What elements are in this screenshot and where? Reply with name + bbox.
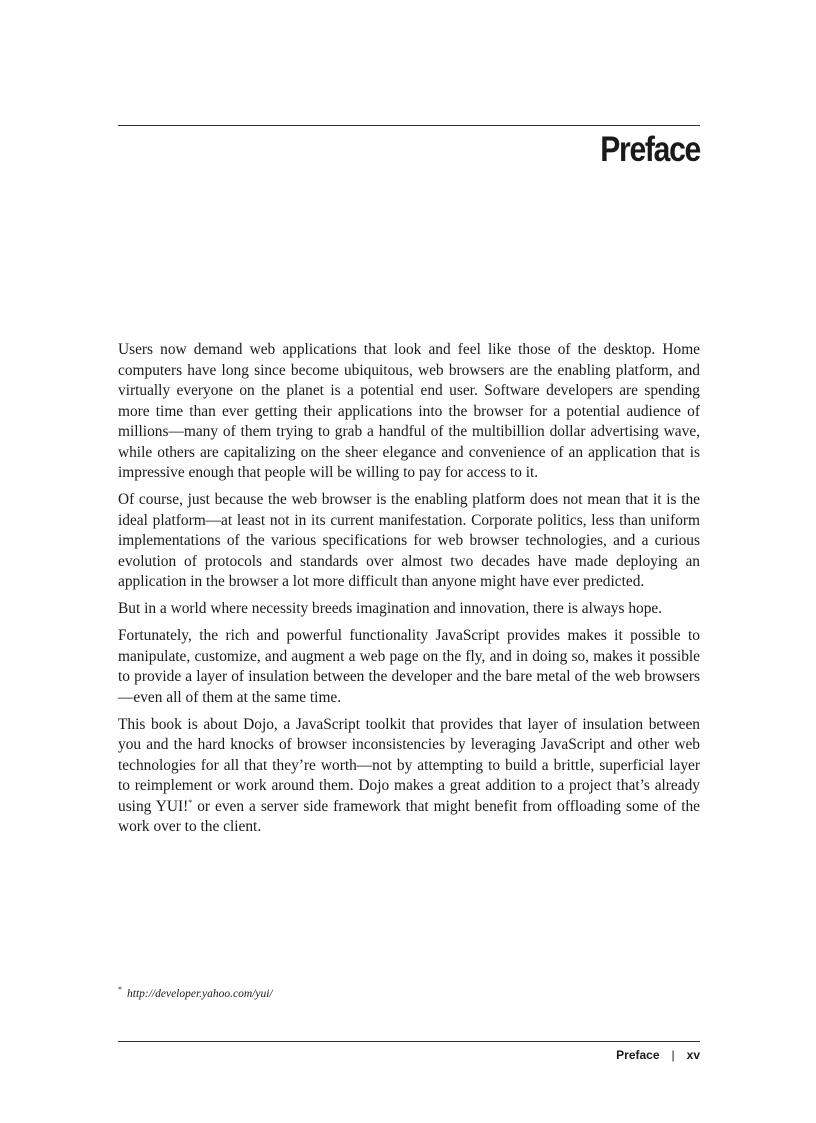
footnote-link[interactable]: http://developer.yahoo.com/yui/ [127,988,273,1000]
footnote [118,987,273,1001]
running-footer [616,1047,700,1063]
footer-section-title: Preface [616,1048,660,1062]
paragraph: Users now demand web applications that look and feel like those of the desktop. Home computers have long since become ubiquitous, web browsers are the enabling platform, and virtually everyone on the planet is a potential end user. Software developers are spending more time than ever getting their applications into the browser for a potential audience of millions—many of them trying to grab a handful of the multibillion dollar advertising wave, while others are capitalizing on the sheer elegance and convenience of an application that is impressive enough that people will be willing to pay for access to it. [118,341,700,481]
paragraph: But in a world where necessity breeds imagination and innovation, there is always hope. [118,600,663,617]
footnote-reference[interactable]: * [188,797,193,807]
page-number: xv [686,1048,700,1062]
paragraph: Of course, just because the web browser is the enabling platform does not mean that it is the ideal platform—at least not in its current manifestation. Corporate politics, less than uniform implementations of the various specifications for web browser technologies, and a curious evolution of protocols and standards over almost two decades have made deploying an application in the browser a lot more difficult than anyone might have ever predicted. [118,491,700,590]
bottom-rule [118,1041,700,1042]
footnote-mark: * [118,985,122,995]
footer-separator: | [671,1048,675,1062]
paragraph-text: This book is about Dojo, a JavaScript toolkit that provides that layer of insulation between you and the hard knocks of browser inconsistencies by leveraging JavaScript and other web technologies for all that they’re worth—not by attempting to build a brittle, superficial layer to reimplement or work around them. Dojo makes a great addition to a project that’s already using YUI! [118,715,700,815]
paragraph [118,715,700,838]
body-text [118,340,700,844]
chapter-title: Preface [600,130,700,169]
paragraph-text: or even a server side framework that might benefit from offloading some of the work over to the client. [118,797,700,835]
paragraph: Fortunately, the rich and powerful functionality JavaScript provides makes it possible to manipulate, customize, and augment a web page on the fly, and in doing so, makes it possible to provide a layer of insulation between the developer and the bare metal of the web browsers—even all of them at the same time. [118,627,700,706]
